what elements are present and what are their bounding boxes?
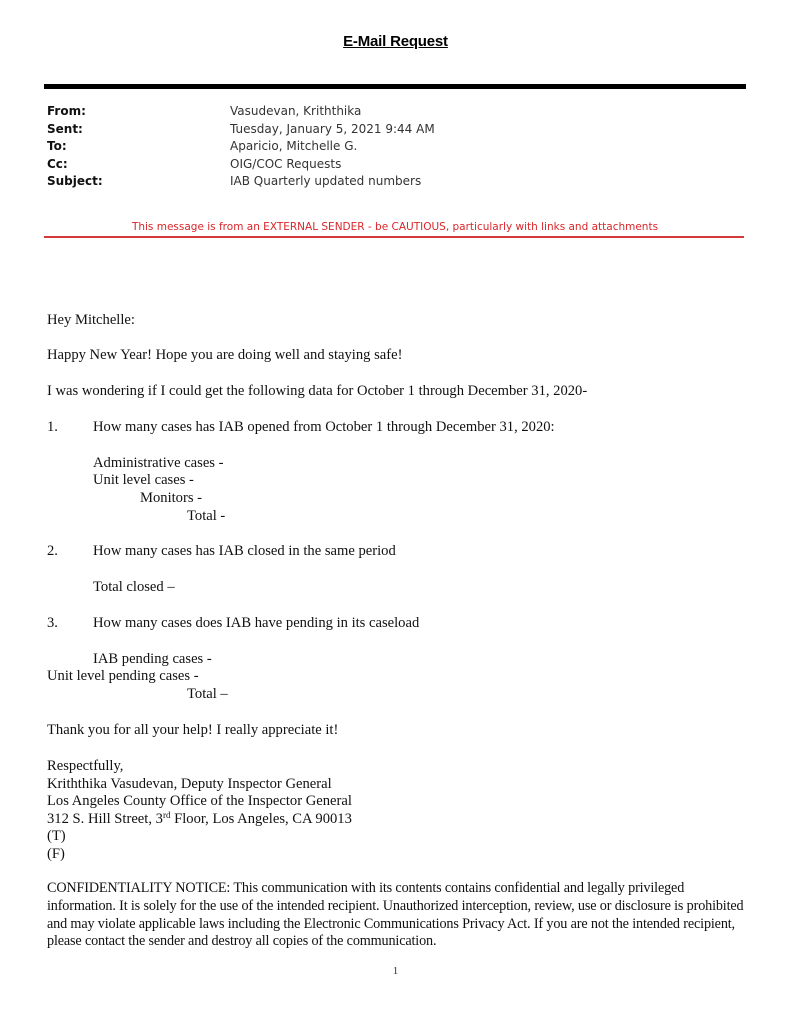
to-value: Aparicio, Mitchelle G. (230, 139, 358, 153)
new-year-line: Happy New Year! Hope you are doing well and staying safe! (47, 347, 403, 363)
question-2 (47, 543, 747, 561)
document-title: E-Mail Request (343, 33, 448, 50)
signer-address (47, 811, 352, 829)
page-number: 1 (392, 965, 399, 977)
monitors: Monitors - (140, 490, 203, 506)
email-header (47, 103, 435, 191)
unit-level-cases: Unit level cases - (93, 472, 194, 488)
from-label: From: (47, 104, 86, 118)
iab-pending-cases: IAB pending cases - (93, 651, 212, 667)
closing: Respectfully, (47, 758, 124, 774)
pending-total: Total – (187, 686, 228, 702)
to-label: To: (47, 139, 67, 153)
signer-name-title: Kriththika Vasudevan, Deputy Inspector General (47, 776, 332, 792)
question-1-number: 1. (47, 419, 58, 435)
sent-label: Sent: (47, 121, 83, 136)
question-2-number: 2. (47, 543, 58, 559)
cc-value: OIG/COC Requests (230, 156, 342, 171)
address-ordinal: rd (162, 810, 171, 820)
signer-phone: (T) (47, 828, 66, 844)
warning-divider (44, 236, 744, 238)
question-1 (47, 419, 747, 437)
signer-office: Los Angeles County Office of the Inspector General (47, 793, 352, 809)
external-sender-warning: This message is from an EXTERNAL SENDER - be CAUTIOUS, particularly with links and attachments (131, 221, 659, 233)
greeting: Hey Mitchelle: (47, 312, 135, 328)
header-divider (44, 84, 746, 89)
question-3-text: How many cases does IAB have pending in its caseload (93, 615, 420, 631)
header-subject (47, 173, 435, 191)
address-city: Floor, Los Angeles, CA 90013 (170, 811, 352, 827)
cc-label: Cc: (47, 156, 68, 171)
signer-fax: (F) (47, 846, 65, 862)
header-cc (47, 156, 435, 174)
question-3 (47, 615, 747, 633)
confidentiality-notice: CONFIDENTIALITY NOTICE: This communication with its contents contains confidential and legally privileged information. It is solely for the use of the intended recipient. Unauthorized interception, review, use or disclosure is prohibited and may violate applicable laws including the Electronic Communications Privacy Act. If you are not the intended recipient, please contact the sender and destroy all copies of the communication. (47, 880, 744, 950)
total-closed: Total closed – (93, 579, 175, 595)
address-street: 312 S. Hill Street, 3 (47, 811, 163, 827)
subject-value: IAB Quarterly updated numbers (230, 174, 422, 188)
header-to (47, 138, 435, 156)
question-3-number: 3. (47, 615, 58, 631)
sent-value: Tuesday, January 5, 2021 9:44 AM (230, 121, 435, 136)
question-1-text: How many cases has IAB opened from October 1 through December 31, 2020: (93, 419, 555, 435)
thanks-line: Thank you for all your help! I really appreciate it! (47, 722, 339, 738)
subject-label: Subject: (47, 174, 103, 188)
unit-level-pending-cases: Unit level pending cases - (47, 668, 199, 684)
administrative-cases: Administrative cases - (93, 455, 224, 471)
opened-total: Total - (187, 508, 226, 524)
question-2-text: How many cases has IAB closed in the same period (93, 543, 396, 559)
header-from (47, 103, 435, 121)
request-intro: I was wondering if I could get the following data for October 1 through December 31, 2020- (47, 383, 588, 399)
from-value: Vasudevan, Kriththika (230, 104, 362, 118)
header-sent (47, 121, 435, 139)
